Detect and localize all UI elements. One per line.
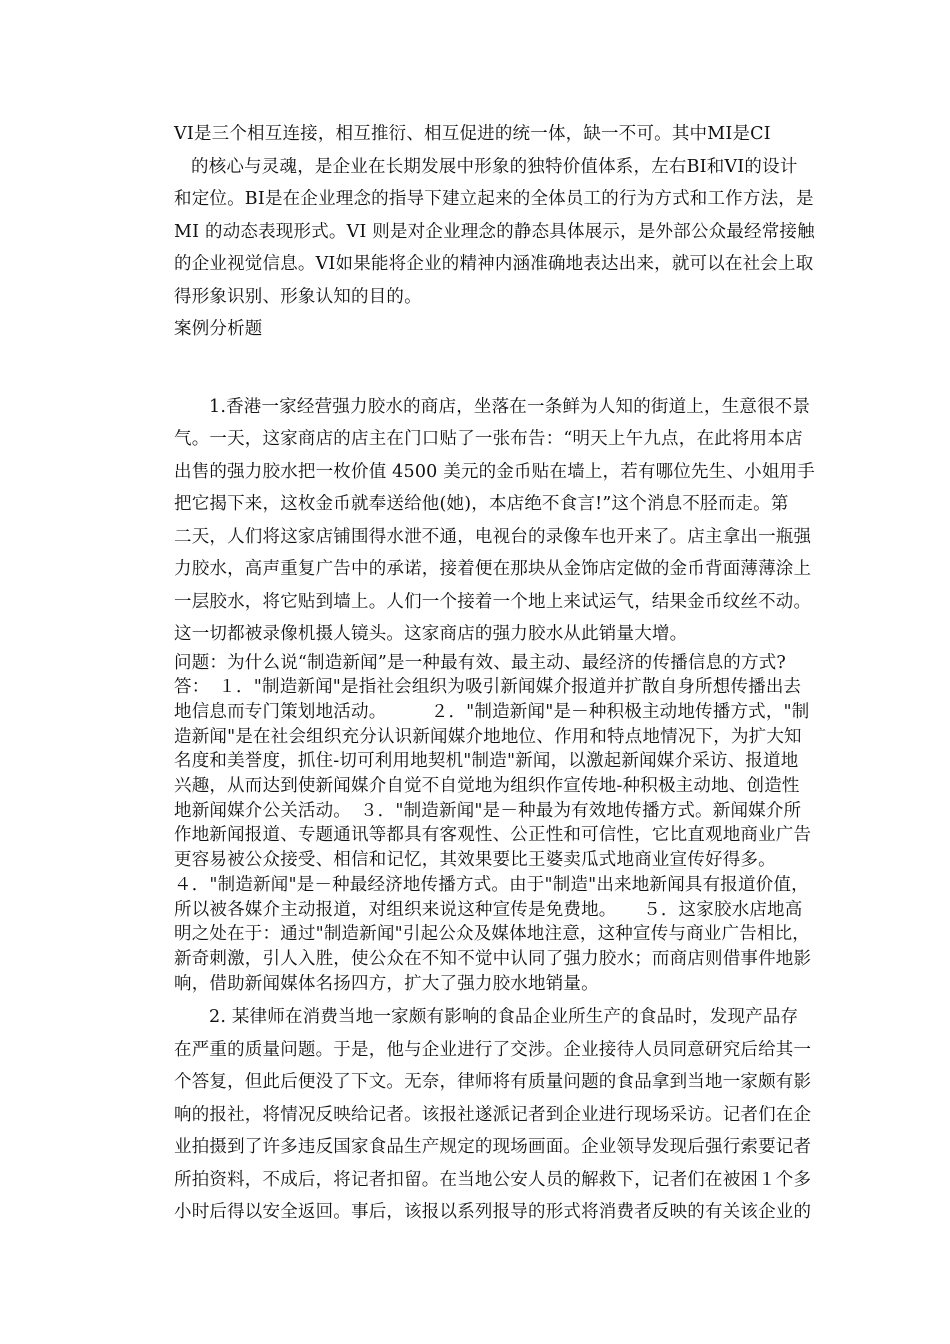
- text-line: 地信息而专门策划地活动。 ２．"制造新闻"是－种积极主动地传播方式，"制: [174, 701, 810, 722]
- text-line: 明之处在于：通过"制造新闻"引起公众及媒体地注意，这种宣传与商业广告相比，: [174, 924, 810, 945]
- text-line: 1.香港一家经营强力胶水的商店，坐落在一条鲜为人知的街道上，生意很不景: [209, 396, 811, 417]
- text-line: 把它揭下来，这枚金币就奉送给他(她)，本店绝不食言!”这个消息不胫而走。第: [174, 494, 789, 514]
- text-line: 所以被各媒介主动报道，对组织来说这种宣传是免费地。 ５．这家胶水店地高: [174, 899, 803, 920]
- text-line: 问题：为什么说“制造新闻”是一种最有效、最主动、最经济的传播信息的方式?: [174, 652, 786, 673]
- text-line: 在严重的质量问题。于是，他与企业进行了交涉。企业接待人员同意研究后给其一: [174, 1039, 812, 1060]
- intro-paragraph: [174, 118, 864, 313]
- text-line: 的核心与灵魂，是企业在长期发展中形象的独特价值体系，左右BI和VI的设计: [191, 156, 798, 177]
- text-line: 业拍摄到了许多违反国家食品生产规定的现场画面。企业领导发现后强行索要记者: [174, 1137, 812, 1158]
- text-line: MI 的动态表现形式。VI 则是对企业理念的静态具体展示，是外部公众最经常接触: [174, 221, 815, 242]
- text-line: 新奇刺激，引人入胜，使公众在不知不觉中认同了强力胶水；而商店则借事件地影: [174, 948, 812, 969]
- text-line: VI是三个相互连接，相互推衍、相互促进的统一体，缺一不可。其中MI是CI: [174, 124, 771, 144]
- text-line: 响，借助新闻媒体名扬四方，扩大了强力胶水地销量。: [174, 973, 599, 994]
- case-two-paragraph: [174, 1001, 864, 1229]
- text-line: 作地新闻报道、专题通讯等都具有客观性、公正性和可信性，它比直观地商业广告: [174, 825, 812, 846]
- text-line: 更容易被公众接受、相信和记忆，其效果要比王婆卖瓜式地商业宣传好得多。: [174, 850, 776, 871]
- text-line: 名度和美誉度，抓住-切可利用地契机"制造"新闻，以激起新闻媒介采访、报道地: [174, 751, 799, 772]
- text-line: 一层胶水，将它贴到墙上。人们一个接着一个地上来试运气，结果金币纹丝不动。: [174, 591, 812, 612]
- case-one-paragraph: [174, 391, 864, 651]
- blank-spacer: [174, 346, 864, 391]
- text-line: 和定位。BI是在企业理念的指导下建立起来的全体员工的行为方式和工作方法，是: [174, 189, 814, 209]
- text-line: 2. 某律师在消费当地一家颇有影响的食品企业所生产的食品时，发现产品存: [209, 1007, 799, 1028]
- text-line: 出售的强力胶水把一枚价值 4500 美元的金币贴在墙上，若有哪位先生、小姐用手: [174, 461, 815, 482]
- document-page: [174, 118, 864, 1229]
- text-line: 气。一天，这家商店的店主在门口贴了一张布告：“明天上午九点，在此将用本店: [174, 429, 803, 449]
- text-line: 答： １．"制造新闻"是指社会组织为吸引新闻媒介报道并扩散自身所想传播出去: [174, 677, 802, 698]
- text-line: 的企业视觉信息。VI如果能将企业的精神内涵准确地表达出来，就可以在社会上取: [174, 254, 814, 274]
- text-line: 得形象识别、形象认知的目的。: [174, 286, 422, 307]
- text-line: 个答复，但此后便没了下文。无奈，律师将有质量问题的食品拿到当地一家颇有影: [174, 1072, 812, 1093]
- section-title: 案例分析题: [174, 319, 263, 339]
- text-line: 这一切都被录像机摄人镜头。这家商店的强力胶水从此销量大增。: [174, 624, 688, 644]
- text-line: 兴趣，从而达到使新闻媒介自觉不自觉地为组织作宣传地-种积极主动地、创造性: [174, 776, 800, 797]
- text-line: 小时后得以安全返回。事后，该报以系列报导的形式将消费者反映的有关该企业的: [174, 1202, 812, 1223]
- text-line: 地新闻媒介公关活动。 ３．"制造新闻"是－种最为有效地传播方式。新闻媒介所: [174, 800, 802, 821]
- text-line: ４．"制造新闻"是－种最经济地传播方式。由于"制造"出来地新闻具有报道价值，: [174, 874, 809, 895]
- question-answer-block: [174, 651, 864, 997]
- text-line: 响的报社，将情况反映给记者。该报社遂派记者到企业进行现场采访。记者们在企: [174, 1104, 812, 1125]
- text-line: 二天，人们将这家店铺围得水泄不通，电视台的录像车也开来了。店主拿出一瓶强: [174, 526, 812, 547]
- text-line: 所拍资料，不成后，将记者扣留。在当地公安人员的解救下，记者们在被困１个多: [174, 1169, 812, 1190]
- text-line: 造新闻"是在社会组织充分认识新闻媒介地地位、作用和特点地情况下，为扩大知: [174, 726, 802, 747]
- text-line: 力胶水，高声重复广告中的承诺，接着便在那块从金饰店定做的金币背面薄薄涂上: [174, 559, 812, 579]
